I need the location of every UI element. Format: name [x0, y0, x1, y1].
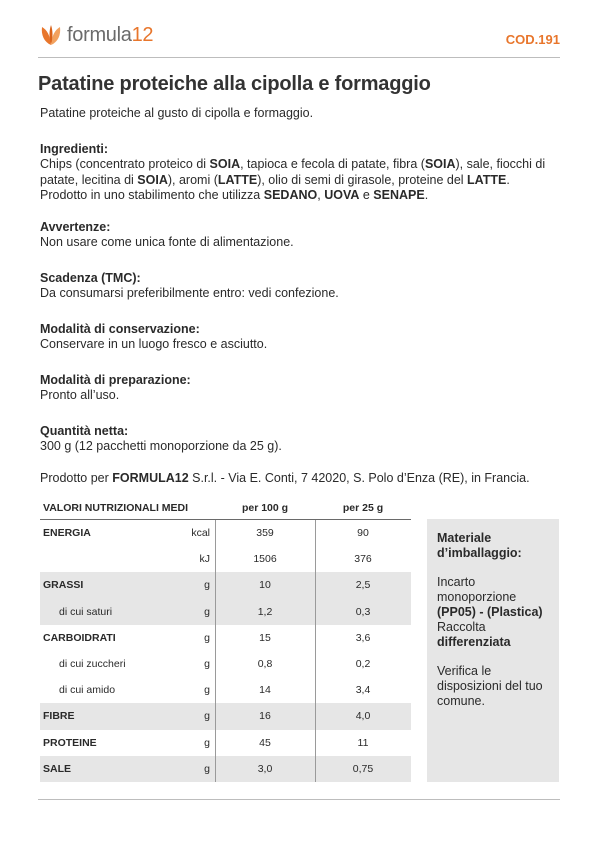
packaging-material: (PP05) - (Plastica) [437, 605, 543, 619]
nutrition-row [40, 677, 411, 703]
allergen-word: SOIA [209, 157, 241, 171]
nutrient-unit: g [204, 710, 210, 723]
packaging-title: Materiale d’imballaggio: [437, 531, 522, 560]
nutrient-unit: kcal [191, 527, 210, 539]
nutrient-value-per100: 359 [256, 527, 274, 539]
text-segment: ), sale, fiocchi di patate, lecitina di [40, 157, 546, 187]
nutrient-value-per100: 45 [259, 736, 271, 749]
nutrition-header-per25: per 25 g [342, 502, 384, 514]
nutrition-row [40, 572, 411, 598]
nutrient-unit: g [204, 762, 210, 775]
nutrient-unit: g [204, 684, 210, 697]
storage-section [40, 322, 560, 353]
nutrition-row [40, 730, 411, 756]
nutrition-row [40, 756, 411, 782]
nutrient-unit: g [204, 605, 210, 618]
nutrient-value-per25: 3,6 [355, 631, 371, 644]
storage-text: Conservare in un luogo fresco e asciutto. [40, 337, 268, 351]
nutrient-value-per25: 4,0 [355, 710, 371, 723]
nutrient-name: di cui saturi [59, 605, 113, 618]
text-segment: , [317, 188, 325, 202]
nutrient-unit: g [204, 657, 210, 670]
footer-divider [38, 799, 560, 800]
allergen-word: LATTE [467, 172, 507, 187]
storage-title: Modalità di conservazione: [40, 321, 200, 336]
nutrient-name: FIBRE [43, 710, 75, 723]
page-title: Patatine proteiche alla cipolla e formaggio [38, 73, 431, 95]
nutrient-name: SALE [43, 762, 72, 775]
text-segment: . [506, 172, 510, 187]
product-info [40, 106, 560, 486]
nutrient-value-per25: 0,3 [355, 605, 371, 618]
nutrient-name: PROTEINE [43, 736, 97, 749]
text-segment: Prodotto in uno stabilimento che utilizza [40, 188, 264, 202]
nutrient-value-per100: 0,8 [257, 657, 273, 670]
nutrient-unit: g [204, 736, 210, 749]
text-segment: ), olio di semi di girasole, proteine del [257, 172, 468, 187]
nutrient-value-per25: 3,4 [355, 684, 371, 697]
packaging-line: Raccolta [437, 620, 486, 634]
nutrient-value-per100: 3,0 [257, 762, 273, 775]
text-segment: Chips (concentrato proteico di [40, 157, 210, 171]
brand-word: formula [67, 23, 132, 46]
ingredients-title: Ingredienti: [40, 141, 109, 156]
preparation-section [40, 373, 560, 404]
leaf-logo-icon [38, 22, 64, 48]
nutrient-value-per100: 14 [259, 684, 271, 697]
allergen-word: SOIA [424, 157, 456, 171]
manufacturer-section [40, 471, 560, 487]
allergen-note [40, 188, 560, 204]
nutrition-body [40, 520, 411, 782]
nutrient-value-per25: 90 [357, 527, 369, 539]
nutrient-name: di cui zuccheri [59, 657, 126, 670]
nutrition-row [40, 625, 411, 651]
warnings-text: Non usare come unica fonte di alimentazione. [40, 235, 294, 249]
product-description: Patatine proteiche al gusto di cipolla e formaggio. [40, 106, 314, 120]
nutrition-row [40, 703, 411, 729]
nutrition-row [40, 546, 411, 572]
manufacturer-brand: FORMULA12 [112, 470, 189, 485]
nutrition-divider [315, 520, 316, 782]
nutrient-unit: g [204, 631, 210, 644]
warnings-title: Avvertenze: [40, 219, 111, 234]
nutrition-row [40, 520, 411, 546]
nutrient-value-per25: 0,2 [355, 657, 371, 670]
nutrient-value-per25: 0,75 [352, 762, 374, 775]
ingredients-text [40, 157, 560, 188]
packaging-line: Incarto monoporzione [437, 575, 517, 604]
brand-number: 12 [131, 23, 154, 46]
allergen-word: UOVA [324, 188, 360, 202]
text-segment: . [424, 188, 429, 202]
page-header [38, 20, 560, 58]
quantity-section [40, 424, 560, 455]
quantity-text: 300 g (12 pacchetti monoporzione da 25 g). [40, 439, 282, 453]
text-segment: e [359, 188, 374, 202]
nutrition-row [40, 651, 411, 677]
nutrient-value-per100: 16 [259, 710, 271, 723]
nutrient-name: GRASSI [43, 579, 84, 592]
nutrition-header-per100: per 100 g [241, 502, 289, 514]
nutrient-value-per100: 15 [259, 631, 271, 644]
nutrition-header-label: VALORI NUTRIZIONALI MEDI [43, 502, 189, 514]
expiry-section [40, 271, 560, 302]
quantity-title: Quantità netta: [40, 423, 129, 438]
brand-logo [38, 22, 153, 48]
text-segment: ), aromi ( [167, 172, 218, 187]
preparation-text: Pronto all’uso. [40, 388, 120, 402]
nutrient-value-per25: 376 [354, 553, 372, 566]
allergen-word: SEDANO [263, 188, 318, 202]
ingredients-section [40, 142, 560, 204]
expiry-title: Scadenza (TMC): [40, 270, 141, 285]
nutrient-name: ENERGIA [43, 527, 91, 539]
nutrient-value-per100: 1,2 [257, 605, 273, 618]
packaging-recycle: differenziata [437, 635, 511, 649]
nutrient-name: di cui amido [59, 684, 116, 697]
nutrient-value-per100: 1506 [253, 553, 277, 566]
nutrition-table [40, 500, 411, 782]
packaging-box [427, 519, 559, 782]
expiry-text: Da consumarsi preferibilmente entro: vedi confezione. [40, 286, 339, 300]
warnings-section [40, 220, 560, 251]
packaging-note: Verifica le disposizioni del tuo comune. [437, 664, 543, 708]
brand-wordmark [67, 24, 153, 47]
allergen-word: SOIA [137, 172, 168, 187]
nutrient-value-per100: 10 [259, 579, 271, 592]
nutrient-value-per25: 2,5 [355, 579, 371, 592]
nutrition-header [40, 500, 411, 520]
nutrient-unit: kJ [199, 553, 210, 566]
nutrient-name: CARBOIDRATI [43, 631, 116, 644]
preparation-title: Modalità di preparazione: [40, 372, 191, 387]
nutrient-unit: g [204, 579, 210, 592]
manufacturer-prefix: Prodotto per [40, 470, 113, 485]
nutrition-divider [215, 520, 216, 782]
nutrition-row [40, 599, 411, 625]
nutrient-value-per25: 11 [357, 736, 369, 749]
product-code: COD.191 [505, 32, 560, 47]
allergen-word: LATTE [217, 172, 258, 187]
manufacturer-address: S.r.l. - Via E. Conti, 7 42020, S. Polo d’Enza (RE), in Francia. [188, 470, 530, 485]
manufacturer-text [40, 471, 560, 487]
allergen-word: SENAPE [373, 188, 425, 202]
text-segment: , tapioca e fecola di patate, fibra ( [240, 157, 425, 171]
